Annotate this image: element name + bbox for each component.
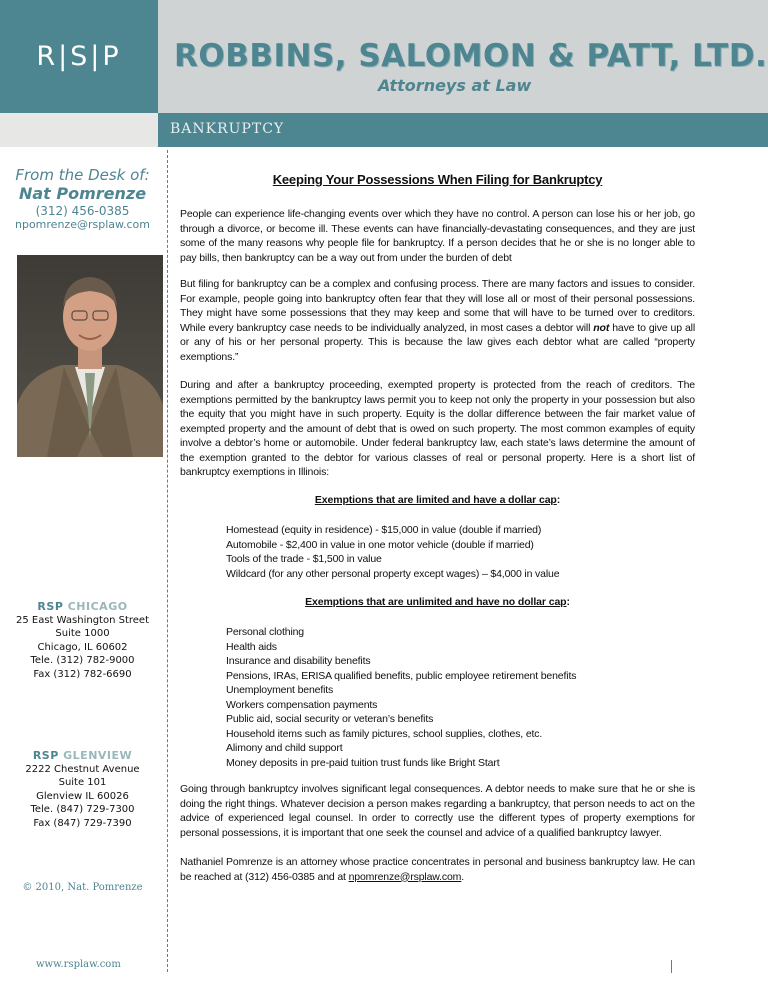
list-item: Wildcard (for any other personal property except wages) – $4,000 in value — [226, 567, 560, 580]
firm-name: ROBBINS, SALOMON & PATT, LTD. — [174, 38, 768, 74]
section-band-left — [0, 113, 158, 147]
paragraph-5-end: . — [461, 870, 465, 883]
article-title: Keeping Your Possessions When Filing for Bankruptcy — [272, 172, 603, 187]
section-label: BANKRUPTCY — [170, 121, 285, 137]
list-item: Unemployment benefits — [226, 684, 334, 696]
list-item: Automobile - $2,400 in value in one motor vehicle (double if married) — [226, 538, 534, 551]
office-suite: Suite 101 — [58, 777, 107, 788]
copyright: © 2010, Nat. Pomrenze — [22, 882, 143, 893]
office-brand: RSP — [37, 600, 64, 613]
unlimited-heading: Exemptions that are unlimited and have no dollar cap: — [305, 596, 570, 608]
author-phone: (312) 456-0385 — [35, 204, 130, 218]
paragraph-3: During and after a bankruptcy proceeding, exempted property is protected from the reach of creditors. The exemptions permitted by the bankruptcy laws permit you to keep not only the property in your possession but also the equity that you might have in such property. Equity is the dollar difference between the fair market value of exempted property and the amount of debt that is owed on such property. The most common examples of equity involve a debtor’s home or automobile. Under federal bankruptcy law, each state’s laws determine the amount of the exemption granted to the debtor for various classes of real or personal property. Here is a short list of bankruptcy exemptions in Illinois: — [180, 379, 695, 478]
author-photo — [17, 255, 163, 457]
unlimited-list — [226, 625, 696, 770]
list-item: Public aid, social security or veteran’s benefits — [226, 713, 434, 725]
office-phone: Tele. (312) 782-9000 — [30, 655, 135, 666]
office-fax: Fax (312) 782-6690 — [33, 668, 132, 680]
paragraph-5-text: Nathaniel Pomrenze is an attorney whose practice concentrates in personal and business bankruptcy law. He can be reached at (312) 456-0385 and at — [180, 856, 695, 883]
list-item: Workers compensation payments — [226, 698, 378, 711]
list-item: Alimony and child support — [226, 742, 343, 754]
office-city: CHICAGO — [67, 600, 128, 613]
office-suite: Suite 1000 — [55, 628, 110, 639]
office-glenview — [0, 749, 165, 830]
paragraph-2-text-end: have to give up all or any of his or her personal property. This is because the law gives each debtor what are called “property exemptions.” — [180, 321, 695, 363]
office-chicago — [0, 600, 165, 681]
unlimited-heading-text: Exemptions that are unlimited and have no dollar cap — [305, 596, 567, 608]
list-item: Insurance and disability benefits — [226, 655, 371, 667]
paragraph-2 — [180, 277, 695, 364]
office-fax: Fax (847) 729-7390 — [33, 817, 132, 829]
footer-url[interactable]: www.rsplaw.com — [36, 959, 121, 970]
list-item: Tools of the trade - $1,500 in value — [226, 553, 382, 565]
author-email-link[interactable]: npomrenze@rsplaw.com — [348, 870, 462, 883]
office-city-line: Glenview IL 60026 — [36, 790, 129, 802]
firm-logo — [0, 0, 158, 113]
office-phone: Tele. (847) 729-7300 — [30, 804, 135, 815]
paragraph-4: Going through bankruptcy involves significant legal consequences. A debtor needs to make sure that he or she is doing the right things. Whatever decision a person makes regarding a bankruptcy, that person needs to act on the advice of experienced legal counsel. In order to correctly use the different types of property exemptions for personal possessions, it is important that one seek the counsel and advice of a qualified bankruptcy lawyer. — [180, 783, 695, 839]
office-brand: RSP — [32, 749, 59, 762]
office-address: 2222 Chestnut Avenue — [25, 763, 140, 775]
emphasis-not: not — [593, 321, 610, 334]
office-city: GLENVIEW — [63, 749, 133, 762]
paragraph-1: People can experience life-changing events over which they have no control. A person can lose his or her job, go through a divorce, or become ill. These events can have financially-devastating consequences, and they are just some of the many reasons why people file for bankruptcy. If a person decides that he or she is no longer able to pay bills, then bankruptcy can be a way out from under the burden of debt — [180, 208, 695, 264]
limited-heading-text: Exemptions that are limited and have a dollar cap — [314, 494, 557, 506]
list-item: Homestead (equity in residence) - $15,000 in value (double if married) — [226, 524, 542, 536]
firm-subtitle: Attorneys at Law — [378, 76, 532, 95]
list-item: Household items such as family pictures, school supplies, clothes, etc. — [226, 727, 543, 740]
list-item: Health aids — [226, 640, 277, 653]
list-item: Personal clothing — [226, 626, 304, 638]
paragraph-5 — [180, 855, 695, 884]
author-name: Nat Pomrenze — [18, 184, 147, 203]
list-item: Money deposits in pre-paid tuition trust funds like Bright Start — [226, 756, 500, 769]
office-city-line: Chicago, IL 60602 — [37, 641, 128, 653]
list-item: Pensions, IRAs, ERISA qualified benefits, public employee retirement benefits — [226, 669, 577, 682]
column-divider — [167, 150, 168, 972]
limited-list — [226, 523, 696, 581]
office-address: 25 East Washington Street — [16, 614, 149, 626]
logo-text: R|S|P — [36, 41, 122, 72]
limited-heading: Exemptions that are limited and have a dollar cap: — [314, 494, 561, 506]
footer-divider — [671, 960, 672, 973]
author-email[interactable]: npomrenze@rsplaw.com — [15, 218, 150, 231]
paragraph-2-text: But filing for bankruptcy can be a complex and confusing process. There are many factors and issues to consider. For example, people going into bankruptcy often fear that they will lose all or most of their personal possessions. They might have some possessions that they may keep and some that will have to be turned over to creditors. While every bankruptcy case needs to be individually analyzed, in most cases a debtor will — [180, 278, 695, 334]
desk-title: From the Desk of: — [15, 166, 150, 184]
